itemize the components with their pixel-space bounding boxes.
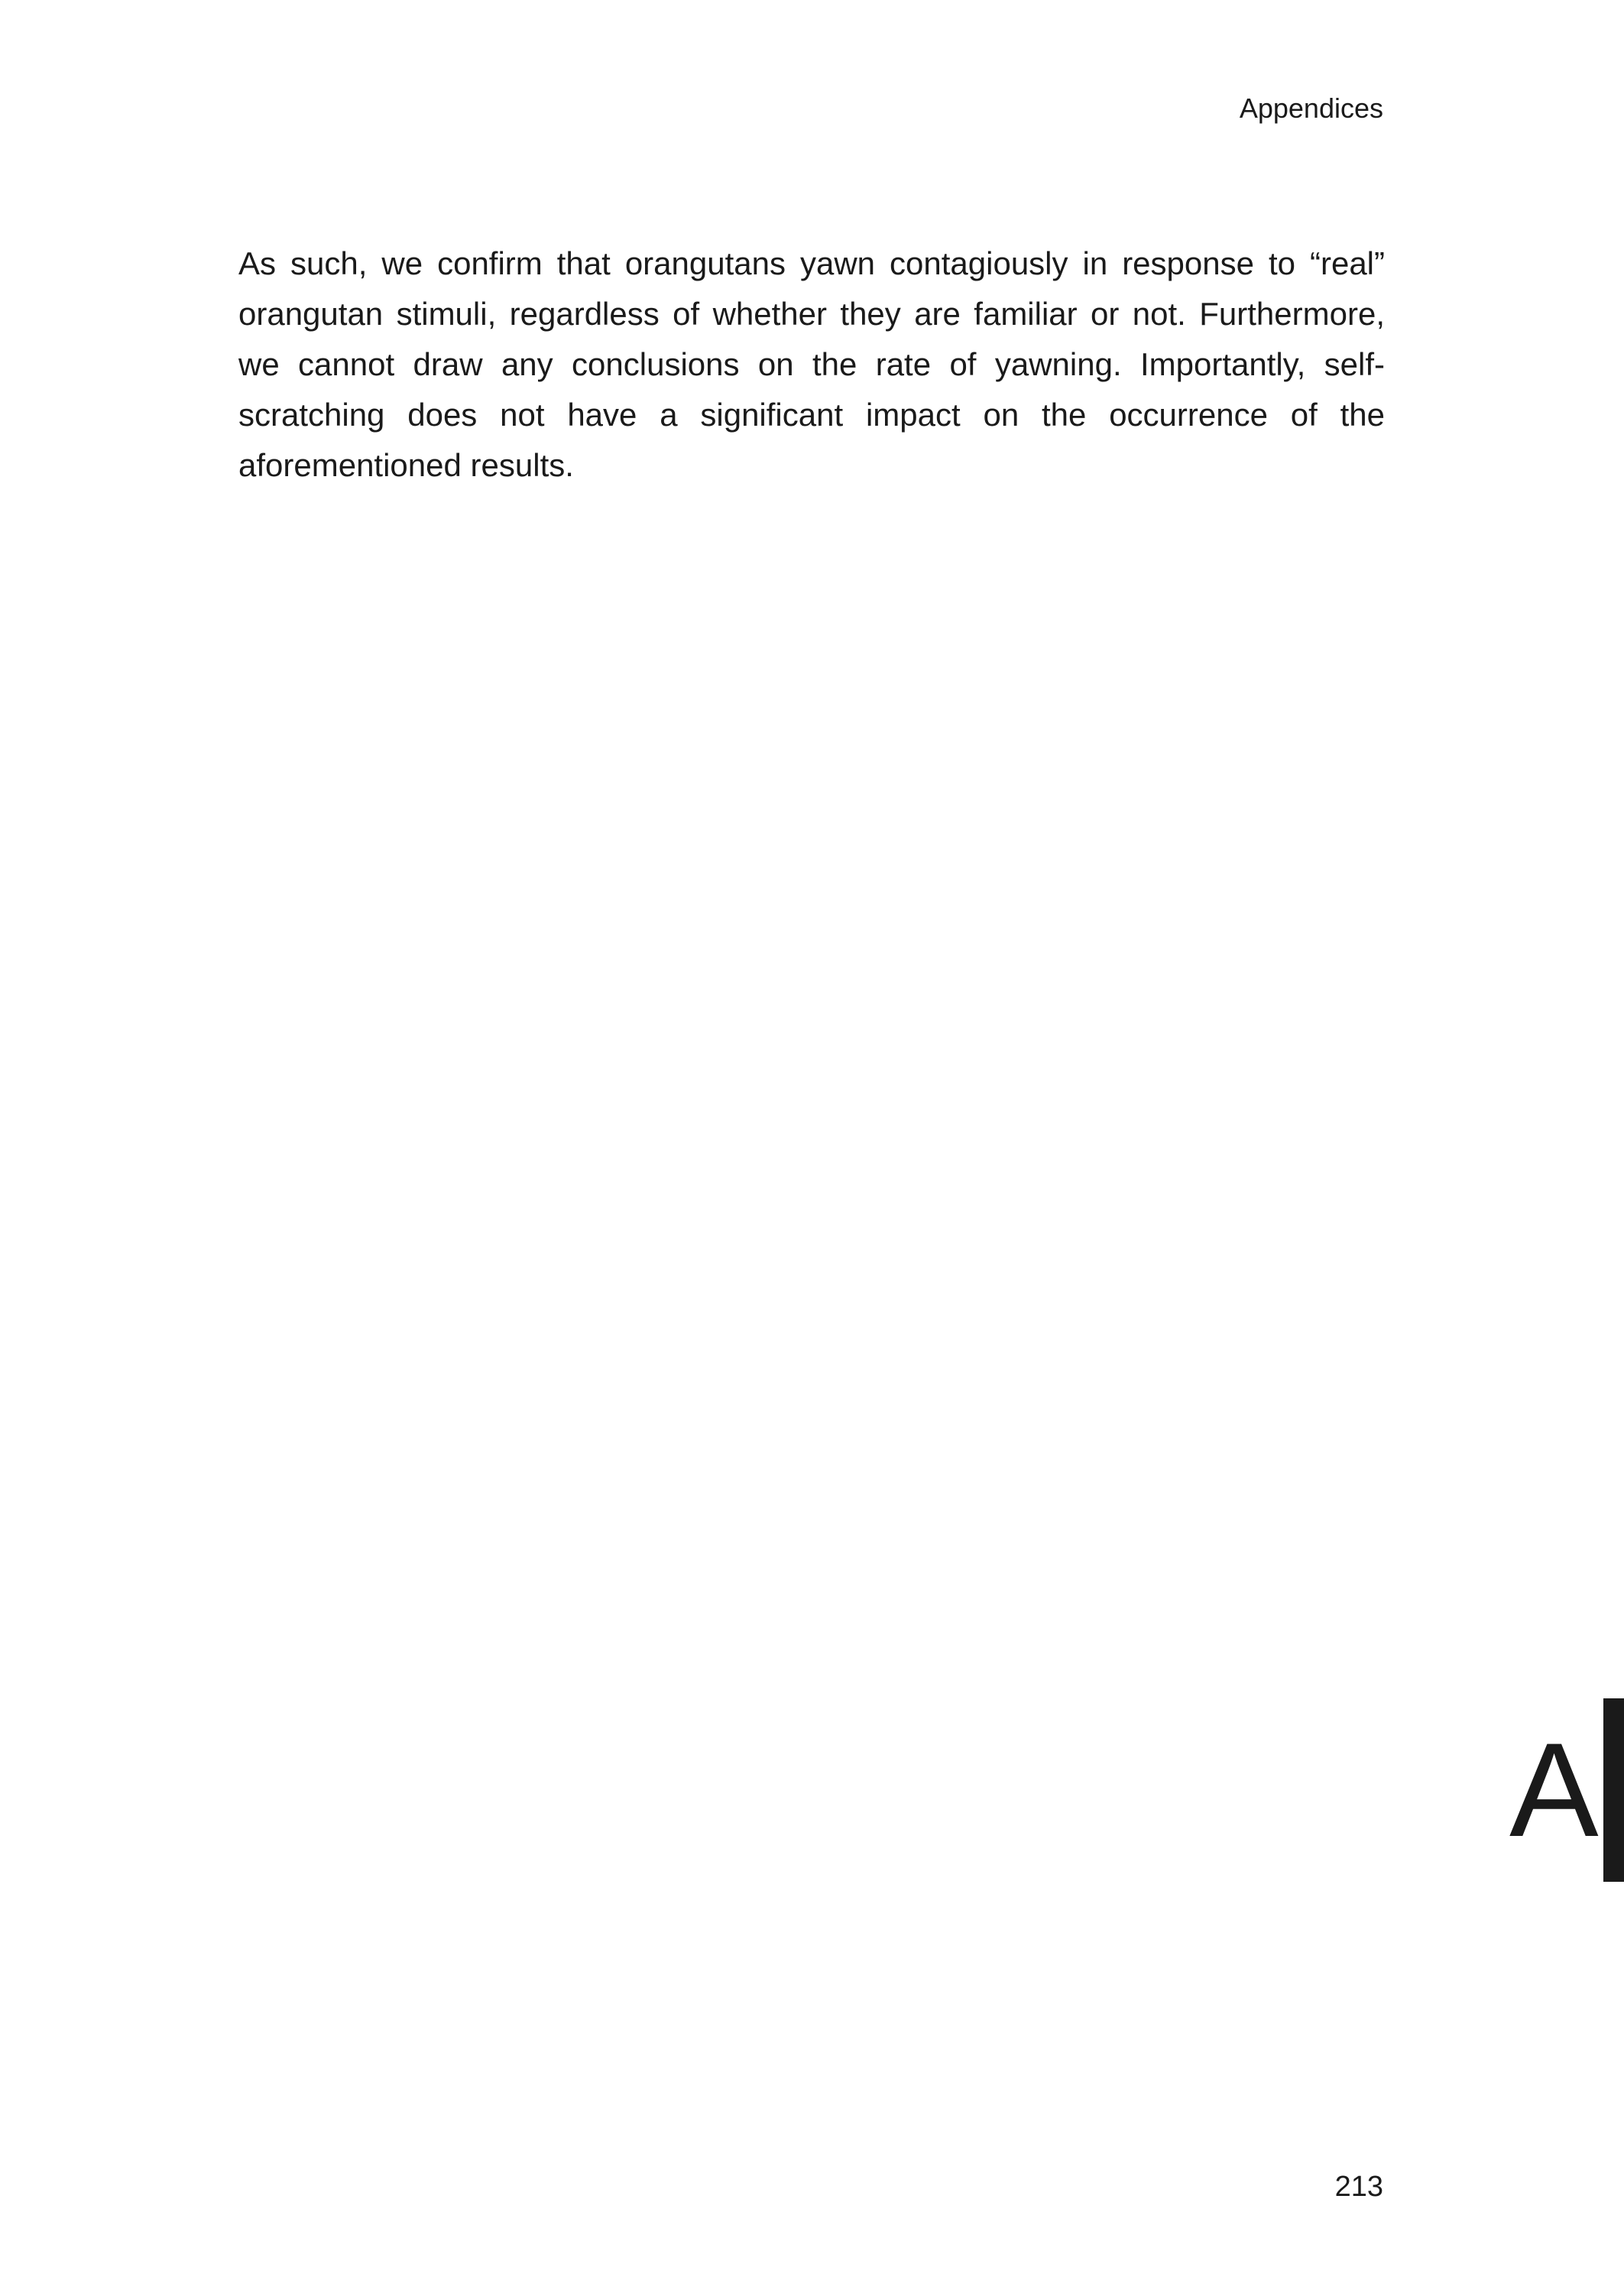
section-tab-marker (1603, 1698, 1624, 1882)
page-number: 213 (1334, 2171, 1383, 2203)
section-letter: A (1509, 1716, 1599, 1865)
body-paragraph: As such, we confirm that orangutans yawn contagiously in response to “real” orangutan stimuli, regardless of whether they are familiar or not. Furthermore, we cannot draw any conclusions on the rate of yawning. Importantly, self-scratching does not have a significant impact on the occurrence of the aforementioned results. (238, 245, 1385, 483)
running-header: Appendices (1239, 92, 1383, 124)
